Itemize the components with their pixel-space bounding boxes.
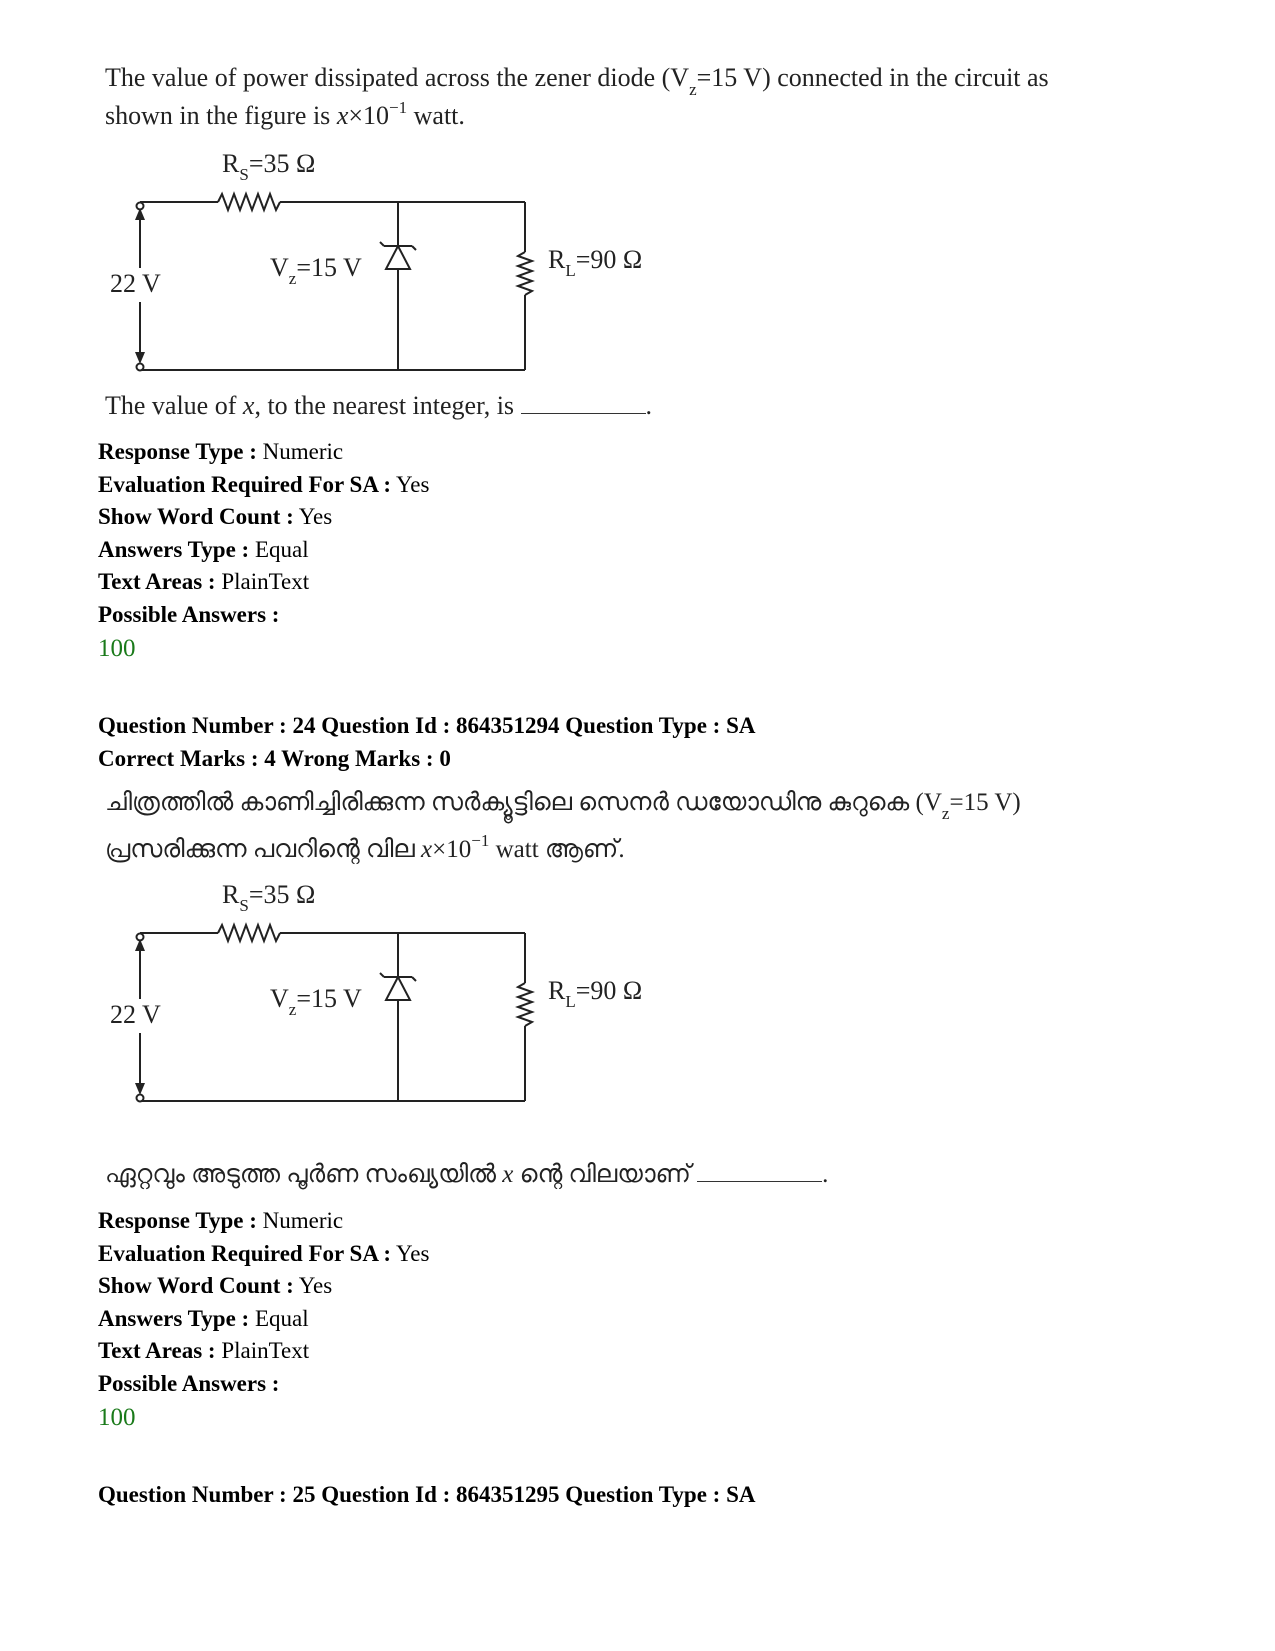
text-areas-row: Text Areas : PlainText — [98, 569, 310, 594]
source-voltage-label: 22 V — [110, 269, 161, 298]
answers-type-row: Answers Type : Equal — [98, 1305, 309, 1331]
possible-answer-value: 100 — [98, 1404, 136, 1431]
vz-label: $V_z=15$ V — [270, 984, 362, 1019]
text-areas-row: Text Areas : PlainText — [98, 1338, 310, 1363]
answer-blank — [697, 1181, 822, 1182]
q25-header: Question Number : 25 Question Id : 864351295 Question Type : SA — [98, 1482, 756, 1507]
response-type-row: Response Type : Numeric — [98, 439, 344, 464]
source-voltage-label: 22 V — [110, 1000, 161, 1029]
possible-answers-row: Possible Answers : — [98, 601, 280, 627]
rl-label: $R_L=90$ Ω — [548, 245, 643, 280]
q24-statement-line2: പ്രസരിക്കുന്ന പവറിന്റെ വില $x\times 10^{-1}$ watt ആണ്. — [105, 831, 625, 863]
rl-label: $R_L=90$ Ω — [548, 976, 643, 1011]
q23-circuit-diagram — [100, 140, 700, 390]
rs-label: $R_S=35$ Ω — [222, 880, 316, 915]
answer-blank — [521, 413, 646, 414]
possible-answer-value: 100 — [98, 635, 136, 662]
q24-question-ask: ഏറ്റവും അടുത്ത പൂർണ സംഖ്യയിൽ x ന്റെ വിലയാണ് . — [105, 1161, 829, 1188]
show-word-count-row: Show Word Count : Yes — [98, 1273, 333, 1298]
evaluation-required-row: Evaluation Required For SA : Yes — [98, 471, 430, 497]
q23-meta-block — [98, 436, 429, 666]
possible-answers-row: Possible Answers : — [98, 1370, 280, 1396]
q24-marks: Correct Marks : 4 Wrong Marks : 0 — [98, 746, 451, 771]
q23-question-ask: The value of x, to the nearest integer, is . — [105, 391, 653, 420]
q23-statement-line2: shown in the figure is $x\times 10^{-1}$ watt. — [105, 98, 465, 130]
vz-label: $V_z=15$ V — [270, 253, 362, 288]
q24-circuit-diagram — [100, 871, 700, 1121]
answers-type-row: Answers Type : Equal — [98, 536, 309, 562]
q24-statement-line1: ചിത്രത്തിൽ കാണിച്ചിരിക്കുന്ന സർക്യൂട്ടിലെ സെനർ ഡയോഡിനു കുറുകെ ($V_z=15$ V) — [105, 789, 1021, 823]
rs-label: $R_S=35$ Ω — [222, 149, 316, 184]
response-type-row: Response Type : Numeric — [98, 1208, 344, 1233]
show-word-count-row: Show Word Count : Yes — [98, 504, 333, 529]
q23-statement-line1: The value of power dissipated across the zener diode ($V_z=15$ V) connected in the circuit as — [105, 63, 1049, 99]
q24-header: Question Number : 24 Question Id : 864351294 Question Type : SA — [98, 713, 756, 738]
q24-meta-block — [98, 1205, 429, 1435]
evaluation-required-row: Evaluation Required For SA : Yes — [98, 1240, 430, 1266]
